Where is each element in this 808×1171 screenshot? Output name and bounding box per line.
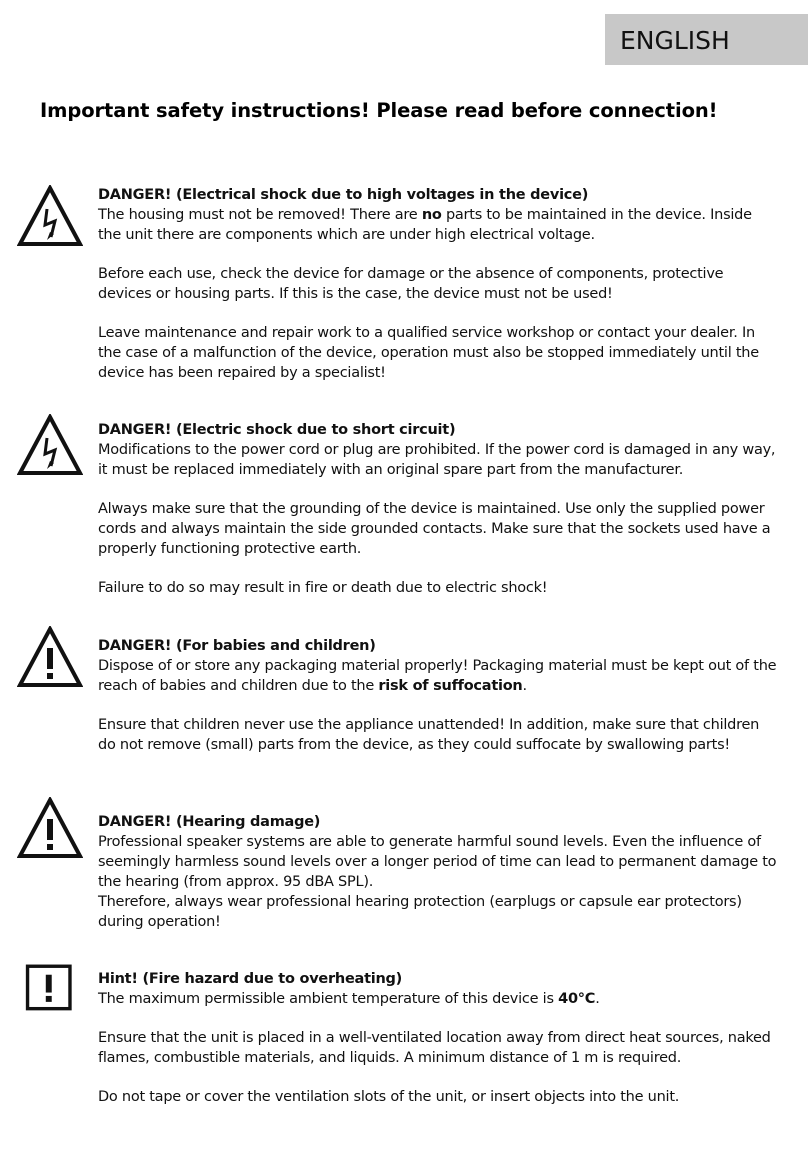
section-heading: Hint! (Fire hazard due to overheating) — [98, 971, 403, 987]
hint-exclamation-icon — [25, 962, 81, 1018]
section-heading: DANGER! (For babies and children) — [98, 638, 376, 654]
electric-shock-warning-icon — [17, 185, 83, 247]
section-heading: DANGER! (Hearing damage) — [98, 814, 321, 830]
page-title: Important safety instructions! Please read before connection! — [40, 99, 718, 122]
section-paragraph: Do not tape or cover the ventilation slots of the unit, or insert objects into the unit. — [98, 1089, 680, 1105]
section-heading: DANGER! (Electric shock due to short circuit) — [98, 422, 456, 438]
section-paragraph: Dispose of or store any packaging material properly! Packaging material must be kept out of the reach of babies and children due to the risk of suffocation. — [98, 658, 777, 694]
general-warning-icon — [17, 626, 83, 688]
section-paragraph: Professional speaker systems are able to generate harmful sound levels. Even the influence of seemingly harmless sound levels over a longer period of time can lead to permanent damage to the hearing (from approx. 95 dBA SPL). — [98, 834, 777, 890]
electric-shock-warning-icon — [17, 414, 83, 476]
section-paragraph: Modifications to the power cord or plug are prohibited. If the power cord is damaged in any way, it must be replaced immediately with an original spare part from the manufacturer. — [98, 442, 776, 478]
language-tab: ENGLISH — [605, 14, 808, 65]
general-warning-icon — [17, 797, 83, 859]
section-paragraph: Before each use, check the device for damage or the absence of components, protective devices or housing parts. If this is the case, the device must not be used! — [98, 266, 724, 302]
section-paragraph: Ensure that the unit is placed in a well-ventilated location away from direct heat sources, naked flames, combustible materials, and liquids. A minimum distance of 1 m is required. — [98, 1030, 771, 1066]
section-paragraph: Always make sure that the grounding of the device is maintained. Use only the supplied power cords and always maintain the side grounded contacts. Make sure that the sockets used have a properly functioning protective earth. — [98, 501, 771, 557]
section-paragraph: Leave maintenance and repair work to a qualified service workshop or contact your dealer. In the case of a malfunction of the device, operation must also be stopped immediately until the device has been repaired by a specialist! — [98, 325, 759, 381]
section-paragraph: The maximum permissible ambient temperature of this device is 40°C. — [98, 991, 600, 1007]
section-paragraph: Failure to do so may result in fire or death due to electric shock! — [98, 580, 548, 596]
section-paragraph: Ensure that children never use the appliance unattended! In addition, make sure that children do not remove (small) parts from the device, as they could suffocate by swallowing parts! — [98, 717, 760, 753]
section-paragraph: The housing must not be removed! There are no parts to be maintained in the device. Inside the unit there are components which are under high electrical voltage. — [98, 207, 752, 243]
section-heading: DANGER! (Electrical shock due to high voltages in the device) — [98, 187, 589, 203]
section-paragraph: Therefore, always wear professional hearing protection (earplugs or capsule ear protectors) during operation! — [98, 894, 742, 930]
